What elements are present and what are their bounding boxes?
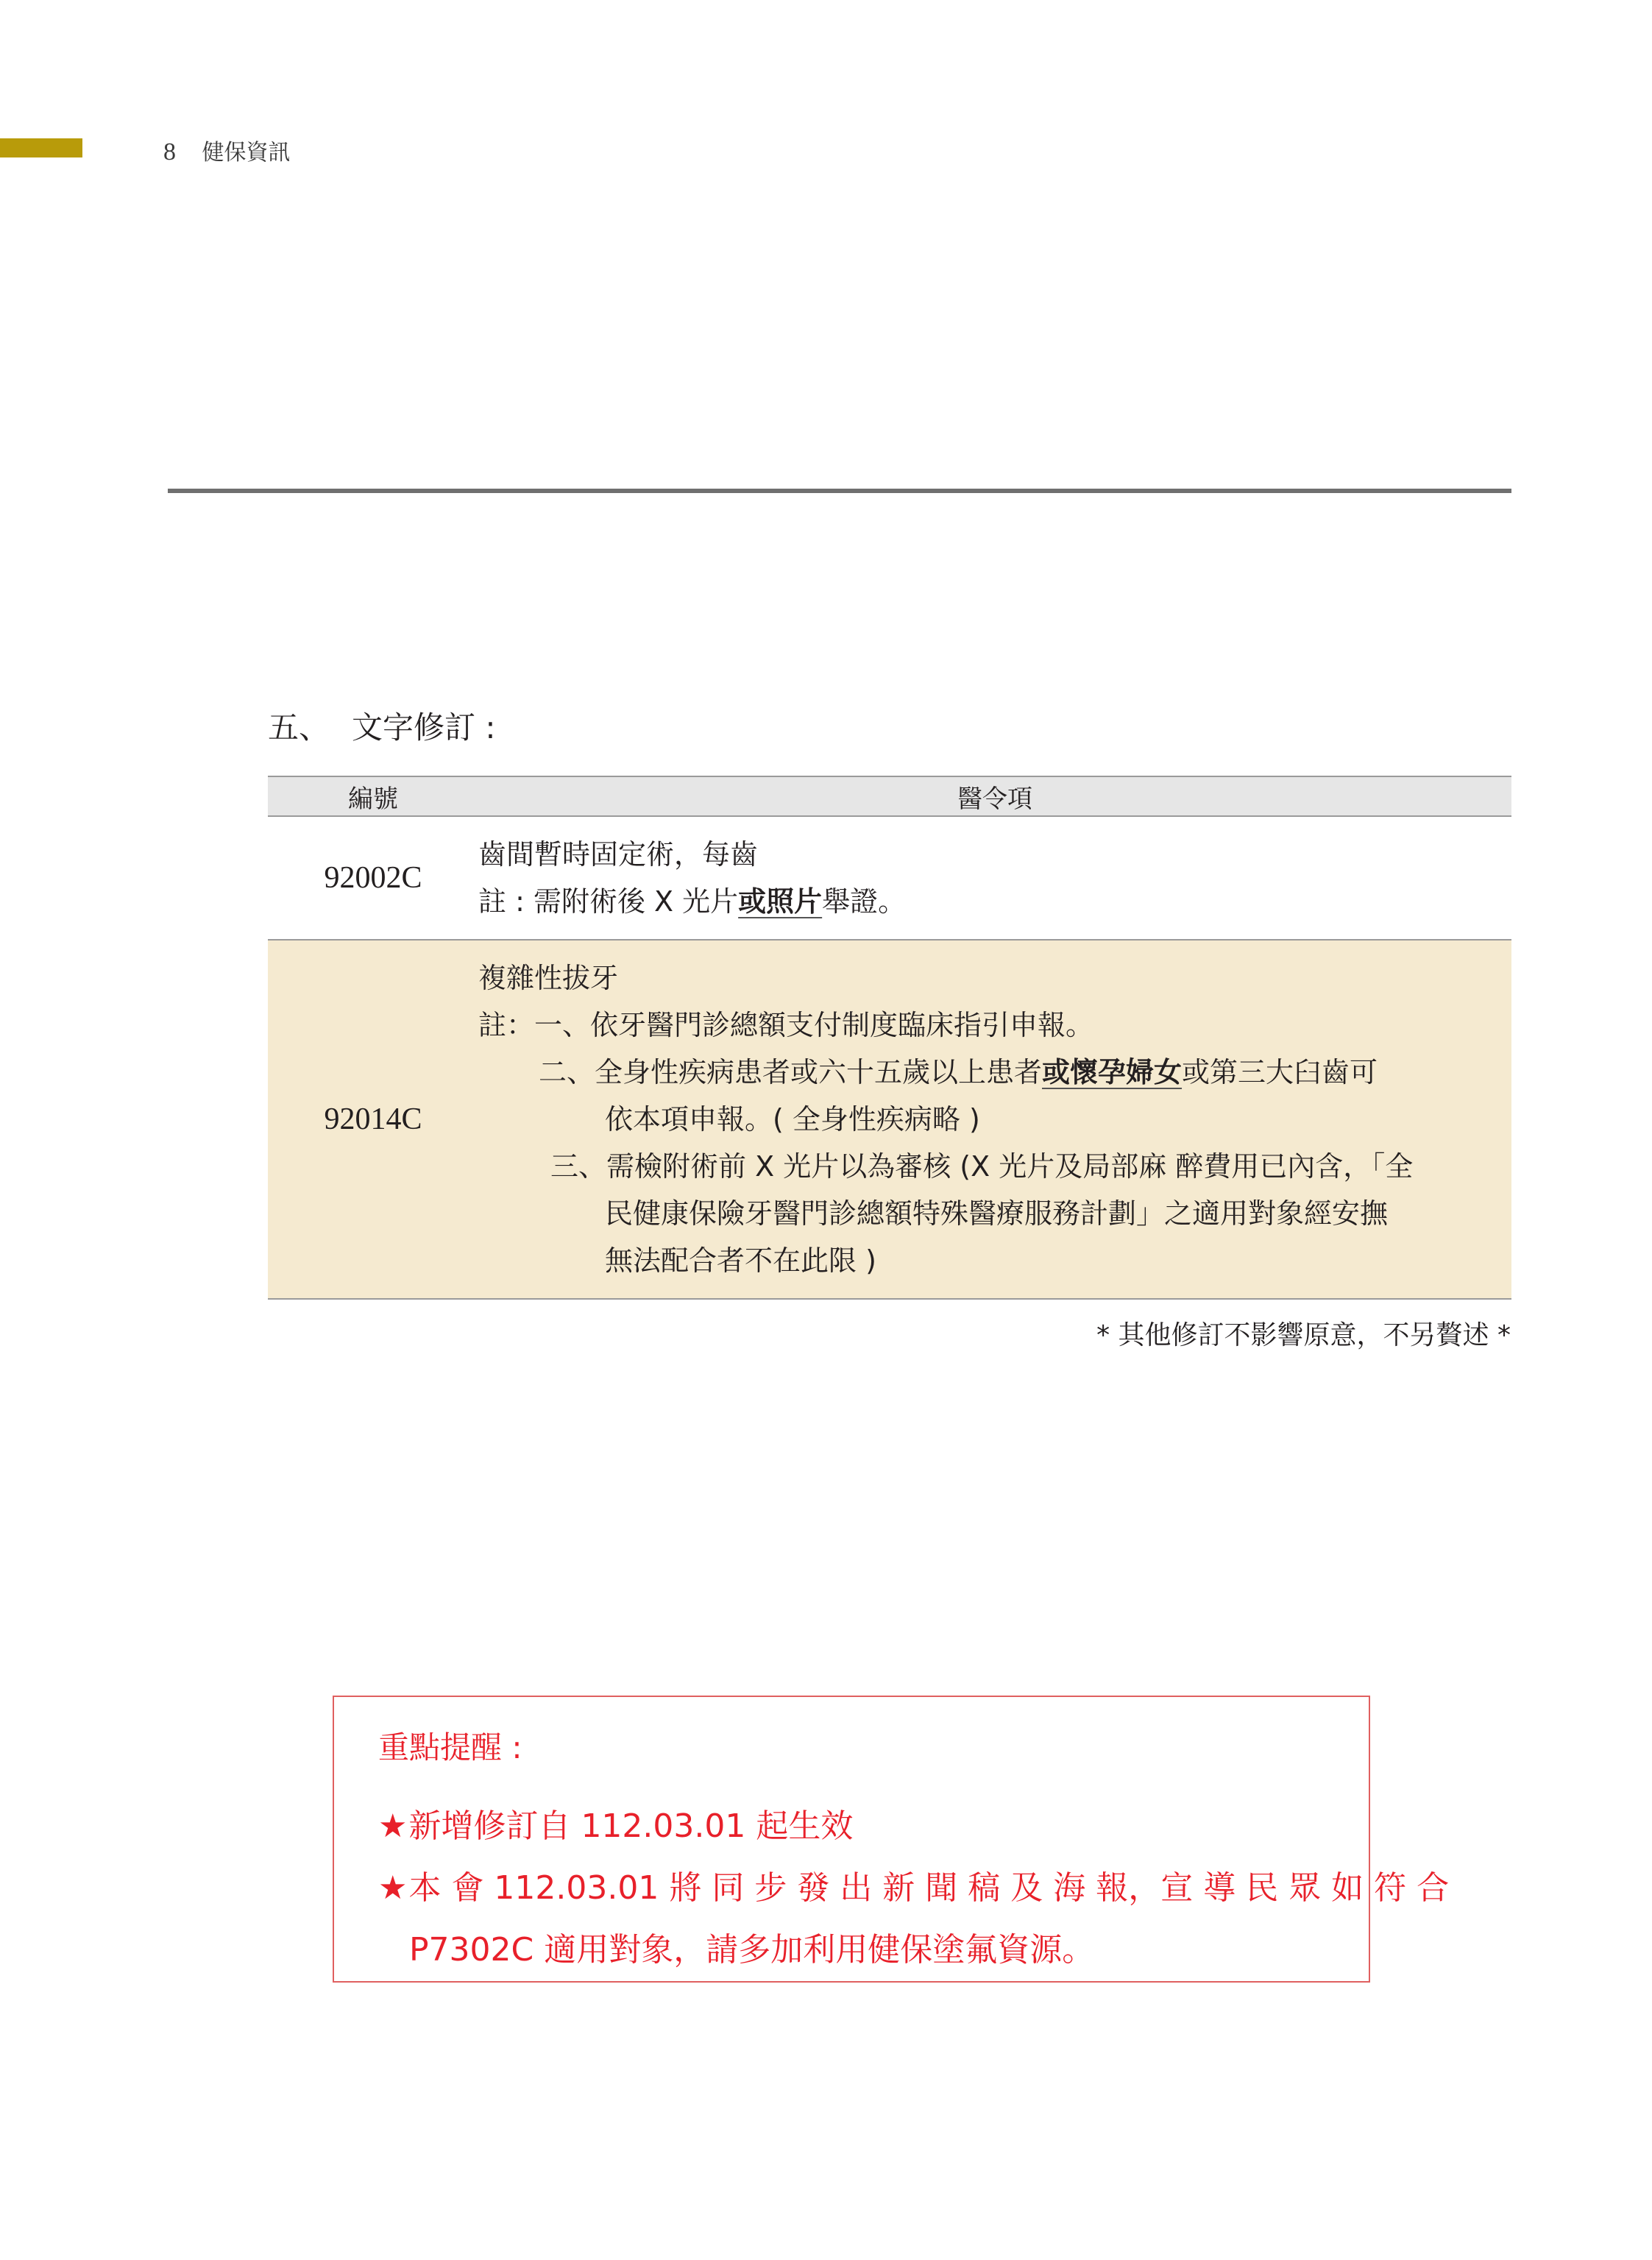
reminder-box <box>333 1696 1450 1983</box>
order-title: 複雜性拔牙 <box>478 962 619 994</box>
reminder-item <box>378 1796 1369 1857</box>
order-description <box>478 816 1511 940</box>
section-heading <box>268 704 496 748</box>
order-code: 92014C <box>268 940 478 1299</box>
header-accent-bar <box>0 138 82 157</box>
footnote: * 其他修訂不影響原意，不另贅述 * <box>1096 1320 1511 1350</box>
star-icon: ★ <box>378 1807 408 1845</box>
page-number: 8 <box>163 138 176 166</box>
column-header-code: 編號 <box>268 776 478 816</box>
column-header-item: 醫令項 <box>478 776 1511 816</box>
order-note-2 <box>478 1049 1511 1096</box>
section-title: 文字修訂 : <box>352 709 496 745</box>
note-text: 舉證。 <box>822 885 907 918</box>
revised-text: 或懷孕婦女 <box>1042 1056 1183 1088</box>
note-text: 二、全身性疾病患者或六十五歲以上患者 <box>539 1056 1043 1088</box>
medical-order-table <box>268 776 1511 1300</box>
reminder-item <box>378 1857 1450 1919</box>
order-note-3-cont: 無法配合者不在此限 ) <box>605 1244 876 1277</box>
order-title: 齒間暫時固定術，每齒 <box>478 838 759 871</box>
order-note-3: 三、需檢附術前 X 光片以為審核 (X 光片及局部麻 醉費用已內含，「全 <box>550 1150 1414 1183</box>
note-text: 註 : 需附術後 X 光片 <box>478 885 739 918</box>
reminder-item-cont: P7302C 適用對象，請多加利用健保塗氟資源。 <box>409 1931 1095 1969</box>
revised-text: 或照片 <box>738 885 823 918</box>
order-code: 92002C <box>268 816 478 940</box>
publication-name: 健保資訊 <box>202 140 291 166</box>
section-number: 五、 <box>268 709 330 745</box>
star-icon: ★ <box>378 1869 408 1907</box>
table-header-row <box>268 776 1511 816</box>
order-note-3-cont: 民健康保險牙醫門診總額特殊醫療服務計劃」之適用對象經安撫 <box>605 1197 1389 1230</box>
note-text: 或第三大臼齒可 <box>1182 1056 1378 1088</box>
reminder-text: 新增修訂自 112.03.01 起生效 <box>408 1807 854 1845</box>
reminder-text: 本 會 112.03.01 將 同 步 發 出 新 聞 稿 及 海 報，宣 導 民 眾 如 符 合 <box>408 1869 1450 1907</box>
reminder-title: 重點提醒 : <box>378 1729 522 1765</box>
order-note-1: 註：一、依牙醫門診總額支付制度臨床指引申報。 <box>478 1009 1094 1041</box>
order-note <box>478 878 1511 925</box>
page-header <box>163 134 291 166</box>
horizontal-rule <box>168 489 1511 493</box>
order-description <box>478 940 1511 1299</box>
order-note-2-cont: 依本項申報。( 全身性疾病略 ) <box>605 1103 980 1136</box>
table-row <box>268 816 1511 940</box>
table-row <box>268 940 1511 1299</box>
